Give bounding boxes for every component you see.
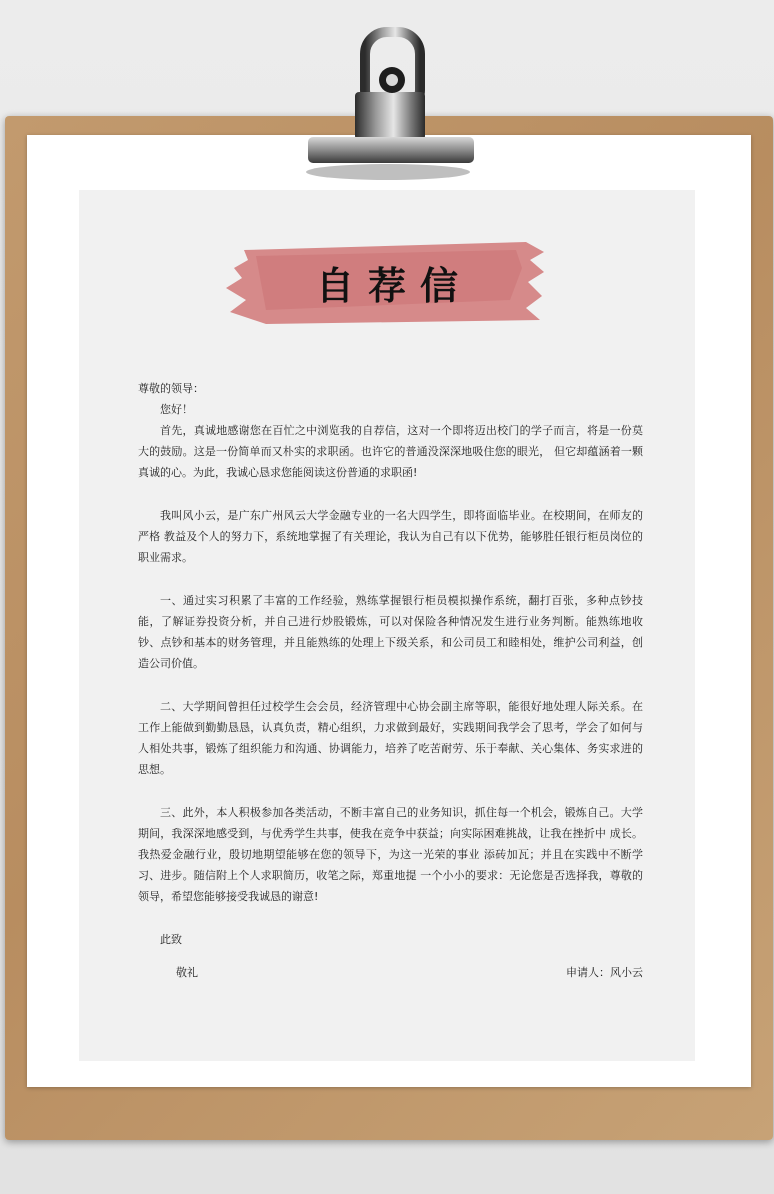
paragraph-point-two: 二、大学期间曾担任过校学生会会员，经济管理中心协会副主席等职，能很好地处理人际关系。在工作上能做到勤勤恳恳，认真负责，精心组织，力求做到最好，实践期间我学会了思考，学会了如何与人相处共事，锻炼了组织能力和沟通、协调能力，培养了吃苦耐劳、乐于奉献、关心集体、务实求进的思想。 [138,700,643,776]
greeting: 您好！ [160,403,193,416]
letter-body [138,378,643,983]
closing-salute: 此致 [160,933,182,946]
binder-clip-icon [300,22,475,182]
salutation: 尊敬的领导： [138,382,204,395]
title-banner [226,238,548,326]
paragraph-point-one: 一、通过实习积累了丰富的工作经验，熟练掌握银行柜员模拟操作系统，翻打百张，多种点钞技能，了解证券投资分析，并自己进行炒股锻炼，可以对保险各种情况发生进行业务判断。能熟练地收钞、点钞和基本的财务管理，并且能熟练的处理上下级关系，和公司员工和睦相处，维护公司利益，创造公司价值。 [138,594,643,670]
page-title: 自荐信 [315,262,472,308]
applicant-signature: 申请人：风小云 [566,966,643,979]
paragraph-intro: 首先，真诚地感谢您在百忙之中浏览我的自荐信，这对一个即将迈出校门的学子而言，将是一份莫大的鼓励。这是一份简单而又朴实的求职函。也许它的普通没深深地吸住您的眼光， 但它却蕴涵着一颗真诚的心。为此，我诚心恳求您能阅读这份普通的求职函! [138,424,643,479]
closing-regards: 敬礼 [176,966,198,979]
closing-row [138,962,643,983]
paragraph-point-three: 三、此外，本人积极参加各类活动，不断丰富自己的业务知识，抓住每一个机会，锻炼自己。大学期间，我深深地感受到，与优秀学生共事，使我在竞争中获益；向实际困难挑战，让我在挫折中 成长。我热爱金融行业，殷切地期望能够在您的领导下，为这一光荣的事业 添砖加瓦；并且在实践中不断学习、进步。随信附上个人求职简历，收笔之际，郑重地提 一个小小的要求：无论您是否选择我，尊敬的领导，希望您能够接受我诚恳的谢意! [138,806,643,903]
paragraph-self-introduction: 我叫风小云，是广东广州风云大学金融专业的一名大四学生，即将面临毕业。在校期间，在师友的严格 教益及个人的努力下，系统地掌握了有关理论，我认为自己有以下优势，能够胜任银行柜员岗位的职业需求。 [138,509,643,564]
